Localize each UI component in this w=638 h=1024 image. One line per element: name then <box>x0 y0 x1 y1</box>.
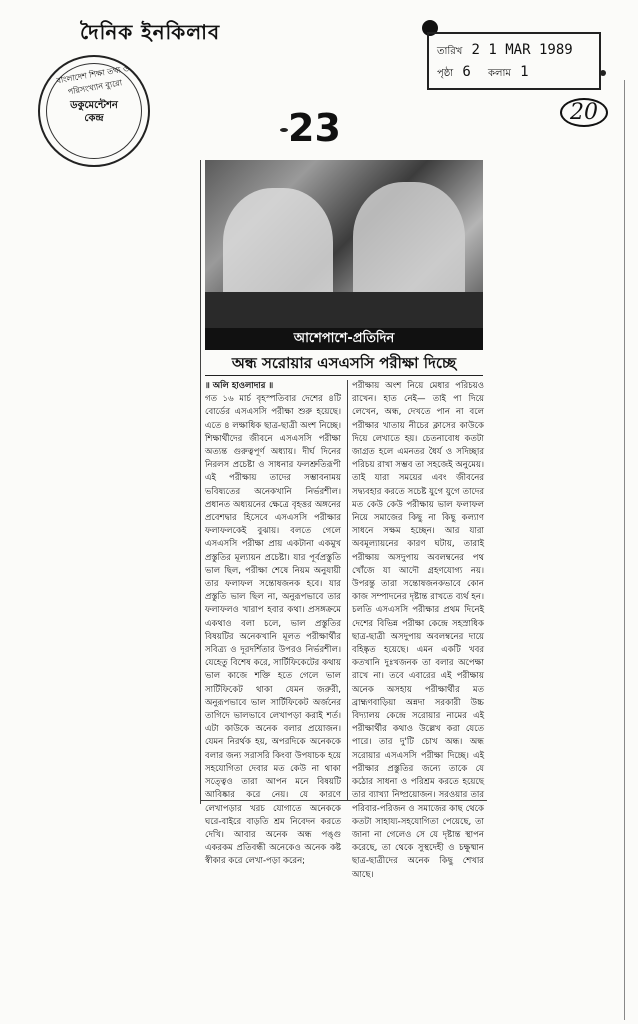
article-byline: ॥ অলি হাওলাদার ॥ <box>205 381 274 391</box>
photo-caption-bar: আশেপাশে-প্রতিদিন <box>205 328 483 350</box>
newspaper-masthead: দৈনিক ইনকিলাব <box>80 20 221 44</box>
photo-figure-left <box>223 188 333 308</box>
handwritten-page-number: 23 <box>288 106 341 150</box>
documentation-center-stamp <box>38 55 150 167</box>
photo-desk <box>205 292 483 328</box>
clipping-date-box <box>427 32 601 90</box>
date-value: 2 1 MAR 1989 <box>471 42 573 58</box>
page-column-row <box>437 64 529 83</box>
stamp-center-text <box>40 99 148 125</box>
article-photo <box>205 160 483 328</box>
article-left-text: গত ১৬ মার্চ বৃহস্পতিবার দেশের ৪টি বোর্ডের এসএসসি পরীক্ষা শুরু হয়েছে। এতে ৪ লক্ষাধিক ছাত্র-ছাত্রী অংশ নিচ্ছে। শিক্ষার্থীদের জীবনে এসএসসি পরীক্ষা অত্যন্ত গুরুত্বপূর্ণ অধ্যায়। দীর্ঘ দিনের নিরলস প্রচেষ্টা ও সাধনার ফলশ্রুতিরূপী এই পরীক্ষায় তাদের সম্ভাবনাময় ভবিষ্যতের অনেকখানি নির্ভরশীল। প্রধানত অধ্যয়নের ক্ষেত্রে বৃহত্তর অঙ্গনের প্রবেশদ্বার হিসেবে এসএসসি পরীক্ষার ফলাফলকেই বুঝায়। বলতে গেলে এসএসসি পরীক্ষা প্রায় একটানা একমুখ প্রস্তুতির মূল্যায়ন প্রচেষ্টা। যার পূর্বপ্রস্তুতি ভাল ছিল, পরীক্ষা শেষে নিয়ম অনুযায়ী তার ফলাফল সন্তোষজনক হবে। যার প্রস্তুতি ভাল ছিল না, অনুরূপভাবে তার ফলাফলও খারাপ হবার কথা। প্রসঙ্গক্রমে একথাও বলা চলে, ভাল প্রস্তুতির বিষয়টির অনেকখানি মূলত পরীক্ষার্থীর সবিত্র্য ও দূরদর্শিতার উপরও নির্ভরশীল। যেহেতু বিশেষ করে, সার্টিফিকেটের কথায় ভাল কাজে শক্তি হতে গেলে ভাল সার্টিফিকেট থাকা যেমন জরুরী, অনুরূপভাবে ভাল সার্টিফিকেট অর্জনের তাগিদে ভালভাবে লেখাপড়া করাই শর্ত। এটা কাউকে অনেক বলার প্রয়োজন। যেমন নিরর্থক হয়, অপরদিকে অনেককে বলার জন্য সরাসরি কিংবা উপযাচক হয়ে সহযোগিতা দেবার মত কেউ না থাকা সত্ত্বেও তারা আপন মনে বিষয়টি আবিষ্কার করে নেয়। যে কারণে লেখাপড়ার খরচ যোগাতে অনেককে ঘরে-বাইরে বাড়তি শ্রম নিবেদন করতে দেখি। আবার অনেক অন্ধ পঙ্গু একরকম প্রতিবন্ধী অনেকেও অনেক কষ্ট স্বীকার করে লেখা-পড়া করেন; <box>205 394 341 867</box>
clipping-bottom-rule <box>201 800 487 801</box>
page-value: 6 <box>462 64 471 80</box>
stamp-center-line2: কেন্দ্র <box>84 113 104 124</box>
ink-speck <box>280 128 288 132</box>
article-right-text: পরীক্ষায় অংশ নিয়ে মেধার পরিচয়ও রাখেন। হাত নেই— তাই পা দিয়ে লেখেন, অন্ধ, দেখতে পান না বলে পরীক্ষার খাতায় নীচের ক্লাসের কাউকে দিয়ে লেখাতে হয়। চেতনাবোধ কতটা জাগ্রত হলে এমনতর ধৈর্য ও সদিচ্ছার পরিচয় রাখা সম্ভব তা সহজেই অনুমেয়। তাই যারা সময়ের এবং জীবনের সদ্ব্যবহার করতে সচেষ্ট যুগে যুগে তাদের মত কেউ কেউ পরীক্ষায় ভাল ফলাফল নিয়ে সমাজের কিছু না কিছু কল্যাণ সাধনে সক্ষম হচ্ছেন। আর যারা অবমূল্যায়নের কারণ ঘটায়, তারাই পরীক্ষায় অসদুপায় অবলম্বনের পথ খোঁজে যা আদৌ গ্রহণযোগ্য নয়। উপরন্তু তারা সন্তোষজনকভাবে কোন কাজ সম্পাদনের দৃষ্টান্ত রাখতে ব্যর্থ হন। চলতি এসএসসি পরীক্ষার প্রথম দিনেই দেশের বিভিন্ন পরীক্ষা কেন্দ্রে সহস্রাধিক ছাত্র-ছাত্রী অসদুপায় অবলম্বনের দায়ে বহিষ্কৃত হয়েছে। এমন একটি খবর কতখানি দুঃখজনক তা বলার অপেক্ষা রাখে না। তবে এবারের এই পরীক্ষায় অনেক অসহায় পরীক্ষার্থীর মত ব্রাহ্মণবাড়িয়া অন্নদা সরকারী উচ্চ বিদ্যালয় কেন্দ্রে সরোয়ার নামের এই পরীক্ষার্থীর কথাও উল্লেখ করা যেতে পারে। তার দু'টি চোখ অন্ধ। অন্ধ সরোয়ার এসএসসি পরীক্ষা দিচ্ছে। এই পরীক্ষার প্রস্তুতির জন্যে তাকে যে কঠোর সাধনা ও পরিশ্রম করতে হয়েছে তার ব্যাখ্যা নিষ্প্রয়োজন। সরওয়ার তার পরিবার-পরিজন ও সমাজের কাছ থেকে কতটা সাহায্য-সহযোগিতা পেয়েছে, তা জানা না গেলেও সে যে দৃষ্টান্ত স্থাপন করেছে, তা থেকে সুস্থদেহী ও চক্ষুষ্মান ছাত্র-ছাত্রীদের অনেক কিছু শেখার আছে। <box>352 381 484 880</box>
newspaper-clipping <box>200 160 487 880</box>
page-edge-line <box>624 80 625 1020</box>
date-row <box>437 42 573 61</box>
date-label: তারিখ <box>437 46 463 57</box>
photo-figure-right <box>353 182 465 304</box>
page-label: পৃষ্ঠা <box>437 68 454 79</box>
article-headline: অন্ধ সরোয়ার এসএসসি পরীক্ষা দিচ্ছে <box>205 353 483 376</box>
article-column-left <box>205 380 341 867</box>
column-label: কলাম <box>488 68 511 79</box>
handwritten-margin-number: 20 <box>560 98 608 127</box>
column-value: 1 <box>520 64 529 80</box>
stamp-center-line1: ডকুমেন্টেশন <box>70 100 118 111</box>
article-column-right <box>347 380 484 880</box>
ink-speck <box>600 70 606 76</box>
stamp-ring-text: বাংলাদেশ শিক্ষা তথ্য ও পরিসংখ্যান ব্যুরো <box>55 63 130 97</box>
